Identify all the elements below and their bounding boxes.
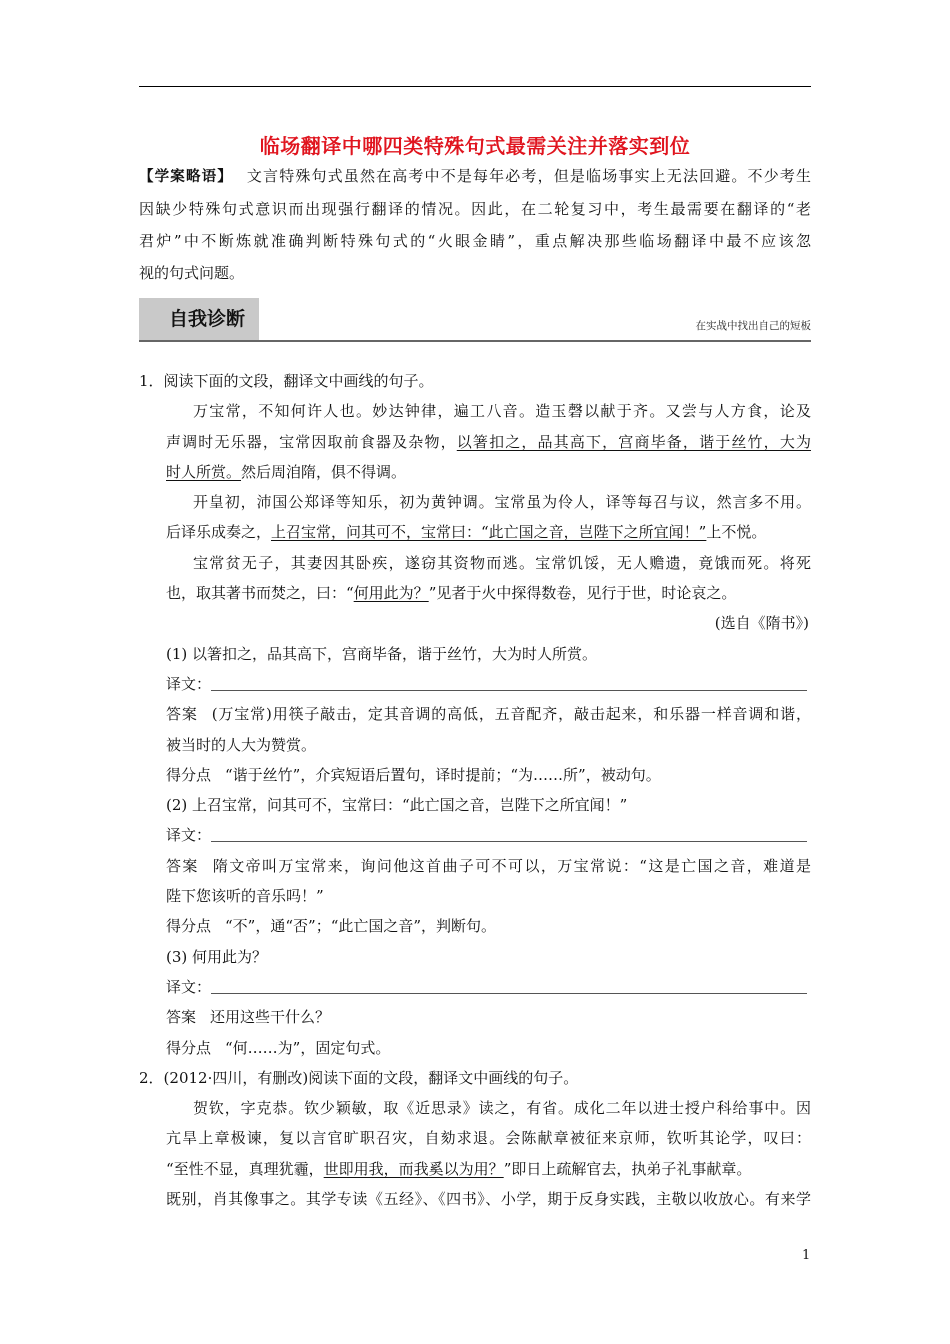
underlined-sentence: 何用此为？	[353, 584, 429, 603]
passage-line: 也，取其著书而焚之，曰：“何用此为？”见者于火中探得数卷，见行于世，时论哀之。	[166, 584, 737, 603]
intro-tag: 【学案略语】	[139, 169, 233, 185]
answer-line: 答案 (万宝常)用筷子敲击，定其音调的高低，五音配齐，敲击起来，和乐器一样音调和谐，	[166, 705, 811, 724]
sub-question-2: (2) 上召宝常，问其可不，宝常曰：“此亡国之音，岂陛下之所宜闻！”	[166, 796, 628, 815]
answer-line: 答案 隋文帝叫万宝常来，询问他这首曲子可不可以，万宝常说：“这是亡国之音，难道是	[166, 856, 811, 875]
passage-line: 万宝常，不知何许人也。妙达钟律，遍工八音。造玉磬以献于齐。又尝与人方食，论及	[193, 402, 811, 421]
answer-line: 陛下您该听的音乐吗！”	[166, 887, 324, 906]
answer-label: 答案	[166, 1008, 197, 1027]
translation-line: 译文：	[139, 820, 811, 850]
intro-paragraph	[139, 160, 811, 289]
section-header	[139, 298, 811, 340]
sub-question-3: (3) 何用此为？	[166, 947, 268, 966]
intro-line: 视的句式问题。	[139, 264, 245, 282]
points-line: 得分点 “不”，通“否”；“此亡国之音”，判断句。	[166, 917, 497, 936]
passage-line: 贺钦，字克恭。钦少颖敏，取《近思录》读之，有省。成化二年以进士授户科给事中。因	[193, 1099, 811, 1118]
underlined-sentence: 以箸扣之，品其高下，宫商毕备，谐于丝竹，大为	[456, 432, 811, 451]
section-rule	[139, 340, 811, 342]
passage-line: 宝常贫无子，其妻因其卧疾，遂窃其资物而逃。宝常饥馁，无人赡遗，竟饿而死。将死	[193, 553, 811, 572]
sub-question-1: (1) 以箸扣之，品其高下，宫商毕备，谐于丝竹，大为时人所赏。	[166, 644, 598, 663]
passage-line: “至性不显，真理犹霾，世即用我，而我奚以为用？”即日上疏解官去，执弟子礼事献章。	[166, 1159, 752, 1178]
passage-line: 声调时无乐器，宝常因取前食器及杂物，以箸扣之，品其高下，宫商毕备，谐于丝竹，大为	[166, 432, 811, 451]
passage-line: 后译乐成奏之，上召宝常，问其可不，宝常曰：“此亡国之音，岂陛下之所宜闻！”上不悦。	[166, 523, 767, 542]
page-title: 临场翻译中哪四类特殊句式最需关注并落实到位	[259, 134, 691, 158]
points-line: 得分点 “何……为”，固定句式。	[166, 1038, 391, 1057]
underlined-sentence: 世即用我，而我奚以为用？	[323, 1159, 504, 1178]
points-line: 得分点 “谐于丝竹”，介宾短语后置句，译时提前；“为……所”，被动句。	[166, 765, 661, 784]
answer-line: 答案 还用这些干什么？	[166, 1008, 331, 1027]
passage-source: (选自《隋书》)	[714, 614, 809, 633]
section-subtitle: 在实战中找出自己的短板	[695, 320, 811, 332]
passage-line: 既别，肖其像事之。其学专读《五经》、《四书》、小学，期于反身实践，主敬以收放心。有来学	[166, 1190, 811, 1209]
question-1-prompt: 1．阅读下面的文段，翻译文中画线的句子。	[139, 372, 434, 390]
answer-line: 被当时的人大为赞赏。	[166, 735, 317, 754]
intro-line: 【学案略语】 文言特殊句式虽然在高考中不是每年必考，但是临场事实上无法回避。不少考生	[139, 167, 811, 185]
intro-line: 君炉”中不断炼就准确判断特殊句式的“火眼金睛”，重点解决那些临场翻译中最不应该忽	[139, 232, 811, 250]
points-label: 得分点	[166, 765, 212, 784]
exercise-content	[139, 366, 811, 1214]
underlined-sentence: 上召宝常，问其可不，宝常曰：“此亡国之音，岂陛下之所宜闻！”	[271, 523, 707, 542]
translation-blank[interactable]	[211, 975, 807, 994]
answer-label: 答案	[166, 856, 199, 875]
answer-label: 答案	[166, 705, 198, 724]
intro-line: 因缺少特殊句式意识而出现强行翻译的情况。因此，在二轮复习中，考生最需要在翻译的“老	[139, 200, 811, 218]
header-rule	[139, 86, 811, 87]
question-2-prompt: 2．(2012·四川，有删改)阅读下面的文段，翻译文中画线的句子。	[139, 1068, 579, 1087]
points-label: 得分点	[166, 1038, 212, 1057]
translation-blank[interactable]	[211, 823, 807, 842]
translation-blank[interactable]	[211, 672, 807, 691]
points-label: 得分点	[166, 917, 212, 936]
translation-line: 译文：	[139, 972, 811, 1002]
underlined-sentence: 时人所赏。	[166, 462, 242, 481]
page-number: 1	[802, 1248, 811, 1263]
section-name: 自我诊断	[169, 308, 246, 330]
translation-line: 译文：	[139, 669, 811, 699]
passage-line: 亢旱上章极谏，复以言官旷职召灾，自劾求退。会陈献章被征来京师，钦听其论学，叹曰：	[166, 1129, 811, 1148]
passage-line: 开皇初，沛国公郑译等知乐，初为黄钟调。宝常虽为伶人，译等每召与议，然言多不用。	[193, 493, 811, 512]
passage-line: 时人所赏。然后周洎隋，俱不得调。	[166, 462, 407, 481]
